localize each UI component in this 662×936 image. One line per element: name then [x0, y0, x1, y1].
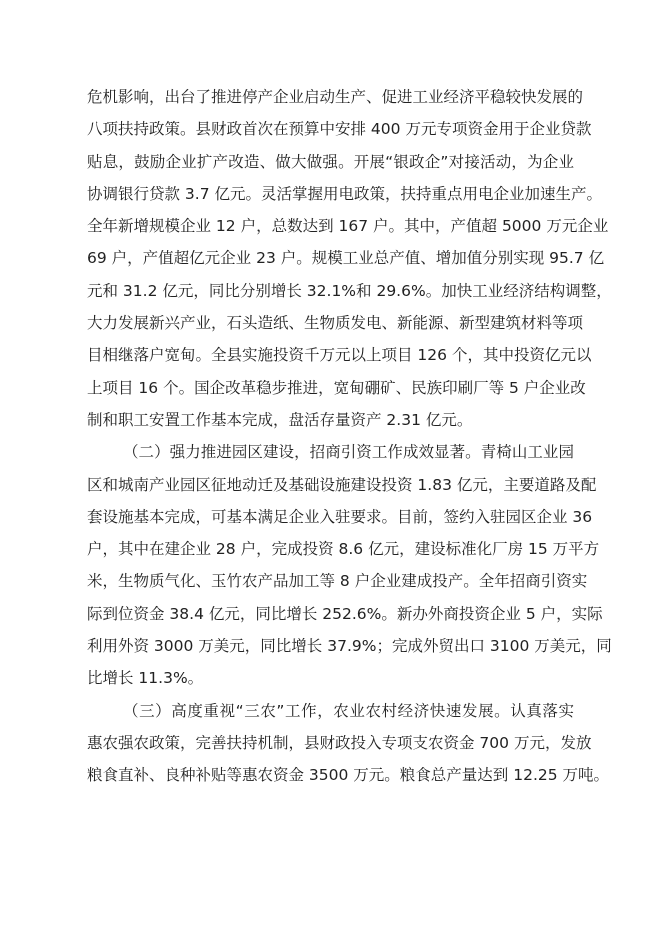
section-heading-line: （三）高度重视“三农”工作，农业农村经济快速发展。认真落实 [123, 701, 574, 720]
text-line: 协调银行贷款 3.7 亿元。灵活掌握用电政策，扶持重点用电企业加速生产。 [87, 184, 603, 203]
text-line: 际到位资金 38.4 亿元，同比增长 252.6%。新办外商投资企业 5 户，实际 [87, 604, 603, 623]
text-line: 粮食直补、良种补贴等惠农资金 3500 万元。粮食总产量达到 12.25 万吨。 [87, 766, 610, 785]
text-line: 危机影响，出台了推进停产企业启动生产、促进工业经济平稳较快发展的 [87, 88, 584, 106]
text-line: 区和城南产业园区征地动迁及基础设施建设投资 1.83 亿元，主要道路及配 [87, 475, 597, 494]
document-page [87, 86, 612, 797]
text-line: 制和职工安置工作基本完成，盘活存量资产 2.31 亿元。 [87, 410, 473, 429]
text-line: 69 户，产值超亿元企业 23 户。规模工业总产值、增加值分别实现 95.7 亿 [87, 249, 605, 268]
text-line: 套设施基本完成，可基本满足企业入驻要求。目前，签约入驻园区企业 36 [87, 507, 593, 526]
text-line: 八项扶持政策。县财政首次在预算中安排 400 万元专项资金用于企业贷款 [87, 120, 592, 139]
text-line: 户，其中在建企业 28 户，完成投资 8.6 亿元，建设标准化厂房 15 万平方 [87, 540, 600, 559]
text-line: 全年新增规模企业 12 户，总数达到 167 户。其中，产值超 5000 万元企业 [87, 217, 609, 236]
text-line: 利用外资 3000 万美元，同比增长 37.9%；完成外贸出口 3100 万美元，同 [87, 637, 612, 656]
text-line: 元和 31.2 亿元，同比分别增长 32.1%和 29.6%。加快工业经济结构调整， [87, 281, 612, 300]
section-heading-line: （二）强力推进园区建设，招商引资工作成效显著。青椅山工业园 [123, 443, 574, 462]
text-line: 上项目 16 个。国企改革稳步推进，宽甸硼矿、民族印刷厂等 5 户企业改 [87, 378, 586, 397]
text-line: 米，生物质气化、玉竹农产品加工等 8 户企业建成投产。全年招商引资实 [87, 572, 588, 591]
text-line: 惠农强农政策，完善扶持机制，县财政投入专项支农资金 700 万元，发放 [87, 733, 592, 752]
text-line: 比增长 11.3%。 [87, 669, 204, 688]
text-line: 贴息，鼓励企业扩产改造、做大做强。开展“银政企”对接活动，为企业 [87, 152, 574, 171]
text-line: 目相继落户宽甸。全县实施投资千万元以上项目 126 个，其中投资亿元以 [87, 346, 592, 365]
text-line: 大力发展新兴产业，石头造纸、生物质发电、新能源、新型建筑材料等项 [87, 314, 584, 333]
